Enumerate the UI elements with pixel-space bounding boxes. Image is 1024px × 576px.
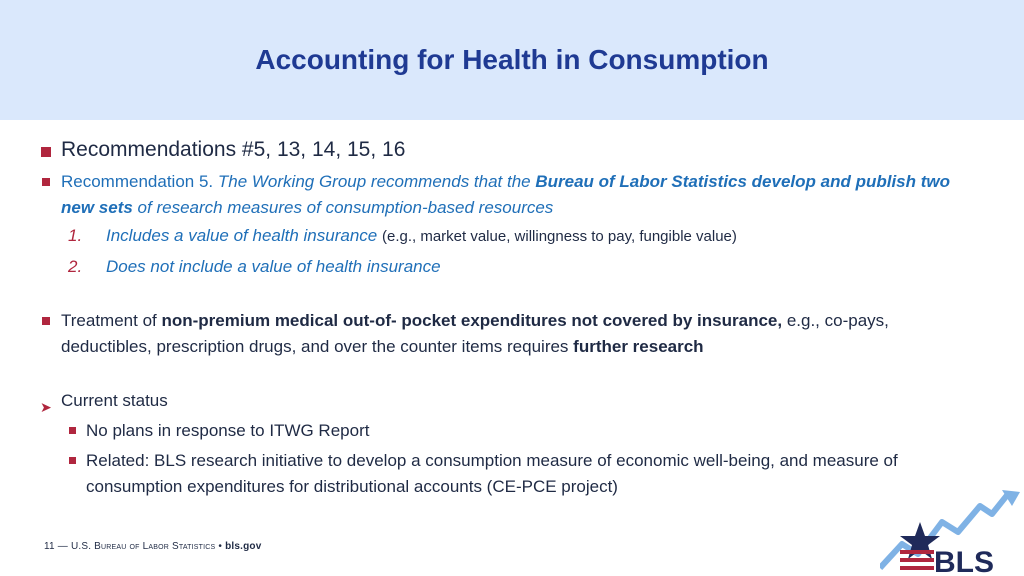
- square-bullet-icon: [42, 317, 50, 325]
- footer-dash: —: [57, 541, 68, 552]
- treatment-prefix: Treatment of: [61, 311, 157, 330]
- item-text: Includes a value of health insurance: [106, 226, 378, 245]
- bullet-current-status: [40, 388, 970, 414]
- recommendations-text: Recommendations #5, 13, 14, 15, 16: [61, 138, 406, 161]
- footer-dot: •: [218, 541, 223, 552]
- footer: [44, 541, 262, 552]
- status-item-text: Related: BLS research initiative to develop a consumption measure of economic well-being, and measure of consumption expenditures for distributional accounts (CE-PCE project): [86, 451, 898, 496]
- numbered-item-2: [40, 252, 970, 282]
- bullet-recommendation-5: [40, 169, 970, 221]
- rec-bold: Bureau of Labor Statistics develop and publish two new sets: [61, 172, 951, 217]
- page-number: 11: [44, 541, 55, 552]
- site-link[interactable]: bls.gov: [225, 541, 262, 552]
- treatment-bold-2: further research: [573, 337, 704, 356]
- bullet-treatment: [40, 308, 970, 360]
- agency-name: U.S. Bureau of Labor Statistics: [70, 541, 216, 552]
- item-note: (e.g., market value, willingness to pay, fungible value): [381, 228, 737, 245]
- status-item-text: No plans in response to ITWG Report: [86, 421, 370, 440]
- bls-logo: [880, 488, 1024, 576]
- rec-prefix: Recommendation 5.: [61, 172, 214, 191]
- rec-italic-2: of research measures of consumption-based resources: [137, 198, 554, 217]
- treatment-mid: e.g., co-pays, deductibles, prescription drugs, and over the counter items requires: [61, 311, 889, 356]
- square-bullet-icon: [69, 427, 76, 434]
- item-text: Does not include a value of health insurance: [106, 257, 441, 276]
- square-bullet-icon: [41, 147, 51, 157]
- item-number: 2.: [68, 257, 83, 276]
- status-item-1: [40, 418, 970, 444]
- item-number: 1.: [68, 226, 83, 245]
- slide-content: [40, 137, 970, 500]
- square-bullet-icon: [69, 457, 76, 464]
- arrow-bullet-icon: ➤: [40, 399, 52, 415]
- numbered-item-1: [40, 221, 970, 252]
- logo-text: BLS: [934, 546, 994, 576]
- bullet-recommendations: [40, 137, 970, 163]
- title-banner: [0, 0, 1024, 120]
- square-bullet-icon: [42, 178, 50, 186]
- status-label: Current status: [61, 391, 168, 410]
- treatment-bold: non-premium medical out-of- pocket expenditures not covered by insurance,: [161, 311, 783, 330]
- rec-italic-1: The Working Group recommends that the: [217, 172, 531, 191]
- page-title: Accounting for Health in Consumption: [255, 44, 769, 75]
- status-item-2: [40, 448, 970, 500]
